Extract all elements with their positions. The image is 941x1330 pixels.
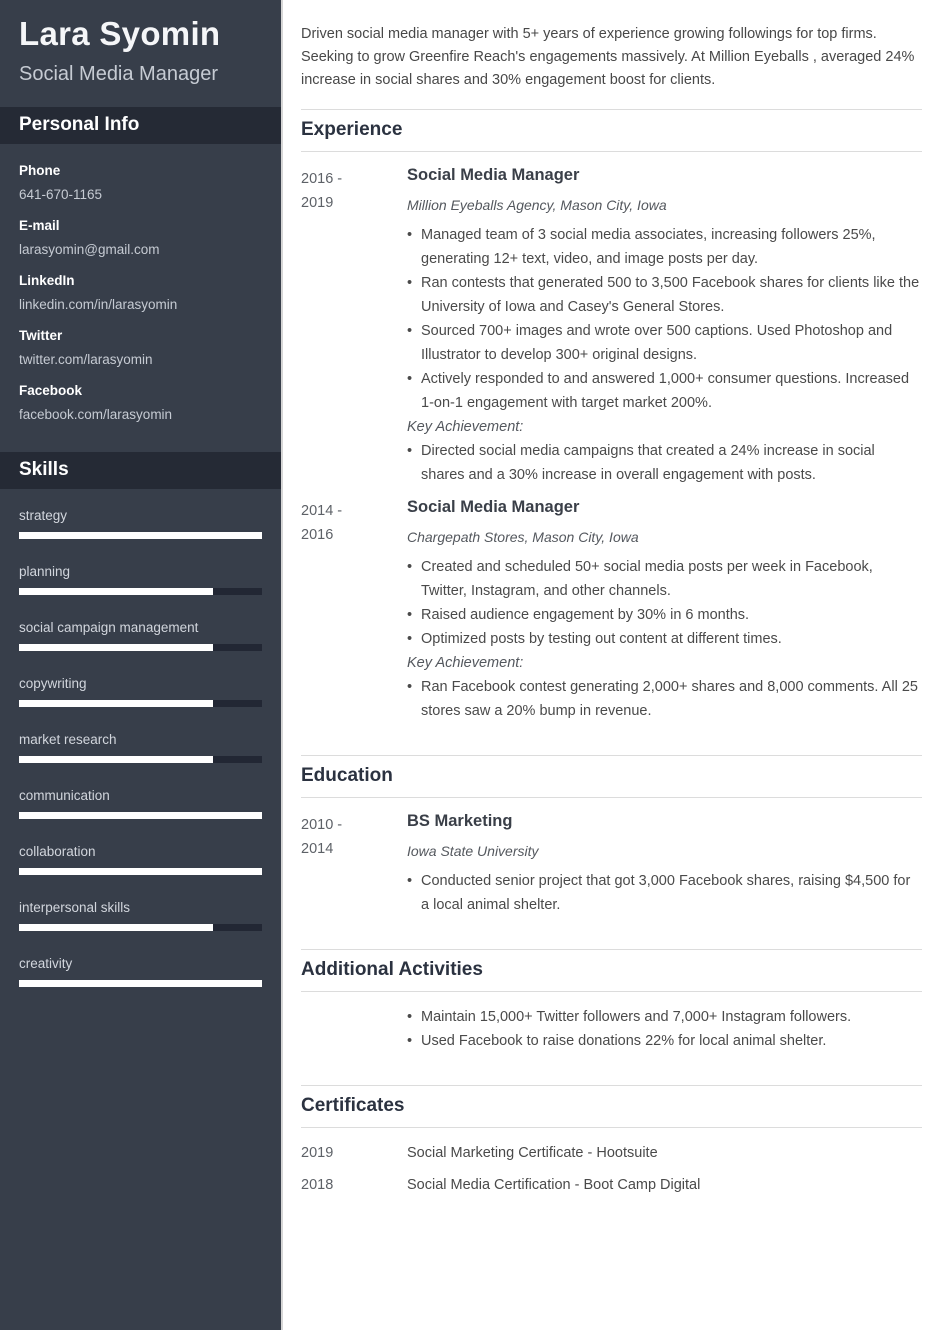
skill-item [19,562,262,595]
contact-item [19,271,262,315]
skill-item [19,506,262,539]
bullet-marker: • [407,559,413,575]
skill-item [19,618,262,651]
entry-title: Social Media Manager [407,166,580,184]
skill-item [19,898,262,931]
contact-item [19,381,262,425]
bullet-marker: • [407,227,413,243]
entry-title: Social Media Manager [407,498,580,516]
entry-row [301,1005,922,1053]
bullet-marker: • [407,873,413,889]
skill-label: social campaign management [19,620,199,635]
contact-label: LinkedIn [19,273,75,288]
skill-bar [19,588,262,595]
section-heading: Certificates [301,1085,922,1128]
contact-list [0,144,281,452]
bullet-marker: • [407,679,413,695]
certificate-date: 2018 [301,1177,334,1193]
entry-date-to: 2016 [301,527,334,543]
skill-label: market research [19,732,117,747]
contact-label: Facebook [19,383,83,398]
entry-items [407,869,922,917]
entry-row [301,811,922,917]
skill-bar-fill [19,980,262,987]
skill-bar [19,532,262,539]
bullet-text: Created and scheduled 50+ social media posts per week in Facebook, Twitter, Instagram, and other channels. [421,559,873,599]
bullet-marker: • [407,631,413,647]
bullet-marker: • [407,323,413,339]
bullet-marker: • [407,607,413,623]
skill-bar [19,644,262,651]
certificate-text: Social Marketing Certificate - Hootsuite [407,1145,658,1161]
resume-sections [301,109,922,1227]
skill-item [19,954,262,987]
bullet-item [407,439,922,487]
entry-date [301,497,407,723]
entry-content [407,165,922,487]
section-body [301,798,922,949]
bullet-text: Maintain 15,000+ Twitter followers and 7,000+ Instagram followers. [421,1009,852,1025]
bullet-marker: • [407,443,413,459]
skill-label: creativity [19,956,73,971]
main-content [283,0,941,1330]
section-education [301,755,922,949]
certificate-text: Social Media Certification - Boot Camp Digital [407,1177,701,1193]
contact-value: 641-670-1165 [19,187,103,202]
entry-title: BS Marketing [407,812,513,830]
skill-item [19,674,262,707]
summary-paragraph: Driven social media manager with 5+ years of experience growing followings for top firms. Seeking to grow Greenfire Reach's engagements massively. At Million Eyeballs , averaged 24% increase in social shares and 30% engagement boost for clients. [301,26,915,88]
entry-content [407,497,922,723]
section-body [301,1128,922,1227]
bullet-item [407,869,922,917]
bullet-item [407,627,922,651]
bullet-item [407,603,922,627]
section-experience [301,109,922,755]
skill-label: communication [19,788,110,803]
skill-bar-fill [19,588,213,595]
entry-subtitle: Iowa State University [407,843,539,859]
skill-bar [19,924,262,931]
bullet-item [407,223,922,271]
skill-bar [19,700,262,707]
bullet-text: Ran Facebook contest generating 2,000+ shares and 8,000 comments. All 25 stores saw a 20% bump in revenue. [421,679,918,719]
skill-bar-fill [19,700,213,707]
bullet-text: Ran contests that generated 500 to 3,500 Facebook shares for clients like the University of Iowa and Casey's General Stores. [421,275,920,315]
bullet-marker: • [407,1009,413,1025]
key-achievement-label: Key Achievement: [407,655,524,671]
skill-bar-fill [19,532,262,539]
bullet-text: Optimized posts by testing out content at different times. [421,631,782,647]
skill-label: planning [19,564,71,579]
person-job-title: Social Media Manager [19,63,218,85]
entry-date-from: 2014 - [301,503,343,519]
name-block [0,0,281,107]
skill-bar-fill [19,924,213,931]
bullet-item [407,675,922,723]
entry-items [407,555,922,723]
skill-item [19,786,262,819]
bullet-marker: • [407,275,413,291]
skills-heading: Skills [0,452,281,489]
entry-items [407,223,922,487]
entry-items [407,1005,922,1053]
skill-bar [19,868,262,875]
entry-date-to: 2014 [301,841,334,857]
bullet-item [407,319,922,367]
skill-label: strategy [19,508,68,523]
bullet-text: Sourced 700+ images and wrote over 500 captions. Used Photoshop and Illustrator to develop 300+ original designs. [421,323,893,363]
skill-bar-fill [19,644,213,651]
skill-item [19,730,262,763]
certificate-date: 2019 [301,1145,334,1161]
entry-subtitle: Chargepath Stores, Mason City, Iowa [407,529,639,545]
contact-item [19,326,262,370]
skill-label: interpersonal skills [19,900,131,915]
bullet-text: Raised audience engagement by 30% in 6 months. [421,607,750,623]
person-name: Lara Syomin [19,15,221,52]
entry-subtitle: Million Eyeballs Agency, Mason City, Iowa [407,197,667,213]
entry-date [301,811,407,917]
entry-date-from: 2010 - [301,817,343,833]
bullet-text: Managed team of 3 social media associates, increasing followers 25%, generating 12+ text, video, and image posts per day. [421,227,876,267]
personal-info-heading: Personal Info [0,107,281,144]
section-body [301,992,922,1085]
skill-bar [19,812,262,819]
bullet-marker: • [407,371,413,387]
skill-bar-fill [19,812,262,819]
skill-label: collaboration [19,844,96,859]
entry-date [301,165,407,487]
bullet-text: Actively responded to and answered 1,000+ consumer questions. Increased 1-on-1 engagement with target market 200%. [421,371,910,411]
entry-content [407,1005,922,1053]
bullet-item [407,367,922,415]
section-heading: Additional Activities [301,949,922,992]
skill-label: copywriting [19,676,87,691]
entry-row [301,497,922,723]
bullet-text: Directed social media campaigns that created a 24% increase in social shares and a 30% increase in overall engagement with posts. [421,443,875,483]
entry-date [301,1005,407,1053]
certificate-row [301,1173,922,1197]
section-certificates [301,1085,922,1227]
contact-value: facebook.com/larasyomin [19,407,173,422]
skill-bar [19,756,262,763]
section-heading: Experience [301,109,922,152]
key-achievement-label: Key Achievement: [407,419,524,435]
entry-date-from: 2016 - [301,171,343,187]
bullet-item [407,1029,922,1053]
bullet-marker: • [407,1033,413,1049]
contact-value: larasyomin@gmail.com [19,242,160,257]
contact-label: Twitter [19,328,63,343]
certificate-row [301,1141,922,1165]
bullet-item [407,555,922,603]
skill-list [0,489,281,1020]
bullet-text: Used Facebook to raise donations 22% for local animal shelter. [421,1033,827,1049]
bullet-item [407,271,922,319]
bullet-text: Conducted senior project that got 3,000 Facebook shares, raising $4,500 for a local animal shelter. [421,873,911,913]
skill-bar-fill [19,868,262,875]
contact-value: twitter.com/larasyomin [19,352,153,367]
contact-label: E-mail [19,218,60,233]
entry-row [301,165,922,487]
contact-item [19,216,262,260]
skill-bar [19,980,262,987]
contact-item [19,161,262,205]
section-body [301,152,922,755]
entry-date-to: 2019 [301,195,334,211]
contact-label: Phone [19,163,61,178]
section-additional-activities [301,949,922,1085]
skill-item [19,842,262,875]
section-heading: Education [301,755,922,798]
bullet-item [407,1005,922,1029]
entry-content [407,811,922,917]
skill-bar-fill [19,756,213,763]
contact-value: linkedin.com/in/larasyomin [19,297,178,312]
sidebar [0,0,283,1330]
